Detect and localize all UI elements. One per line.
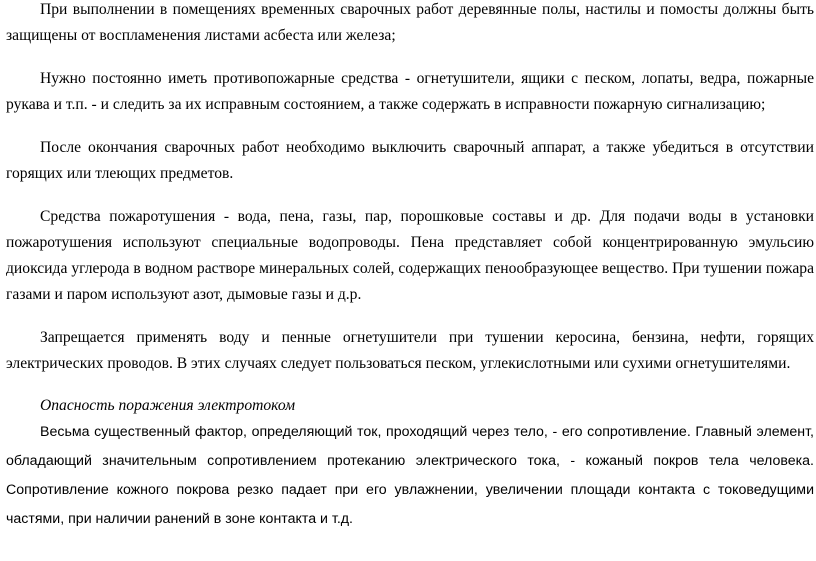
- section-heading-electric-shock: Опасность поражения электротоком: [40, 397, 296, 414]
- paragraph-spacer: [6, 308, 814, 325]
- paragraph-spacer: [6, 49, 814, 66]
- paragraph-spacer: [6, 118, 814, 135]
- paragraph-prohibitions: Запрещается применять воду и пенные огнетушители при тушении керосина, бензина, нефти, горящих электрических проводов. В этих случаях следует пользоваться песком, углекислотными или сухими огнетушителями.: [6, 329, 814, 372]
- document-page: [6, 0, 814, 534]
- paragraph-extinguishing-means: Средства пожаротушения - вода, пена, газы, пар, порошковые составы и др. Для подачи воды в установки пожаротушения используют специальные водопроводы. Пена представляет собой концентрированную эмульсию диоксида углерода в водном растворе минеральных солей, содержащих пенообразующее вещество. При тушении пожара газами и паром используют азот, дымовые газы и д.р.: [6, 208, 814, 303]
- paragraph-fire-equipment: Нужно постоянно иметь противопожарные средства - огнетушители, ящики с песком, лопаты, ведра, пожарные рукава и т.п. - и следить за их исправным состоянием, а также содержать в исправности пожарную сигнализацию;: [6, 70, 814, 113]
- paragraph-spacer: [6, 187, 814, 204]
- paragraph-welding-floor-protection: При выполнении в помещениях временных сварочных работ деревянные полы, настилы и помосты должны быть защищены от воспламенения листами асбеста или железа;: [6, 1, 814, 44]
- paragraph-after-welding: После окончания сварочных работ необходимо выключить сварочный аппарат, а также убедиться в отсутствии горящих или тлеющих предметов.: [6, 139, 814, 182]
- paragraph-spacer: [6, 377, 814, 394]
- paragraph-skin-resistance: Весьма существенный фактор, определяющий ток, проходящий через тело, - его сопротивление. Главный элемент, обладающий значительным сопротивлением протеканию электрического тока, - кожаный покров тела человека. Сопротивление кожного покрова резко падает при его увлажнении, увеличении площади контакта с токоведущими частями, при наличии ранений в зоне контакта и т.д.: [6, 424, 814, 527]
